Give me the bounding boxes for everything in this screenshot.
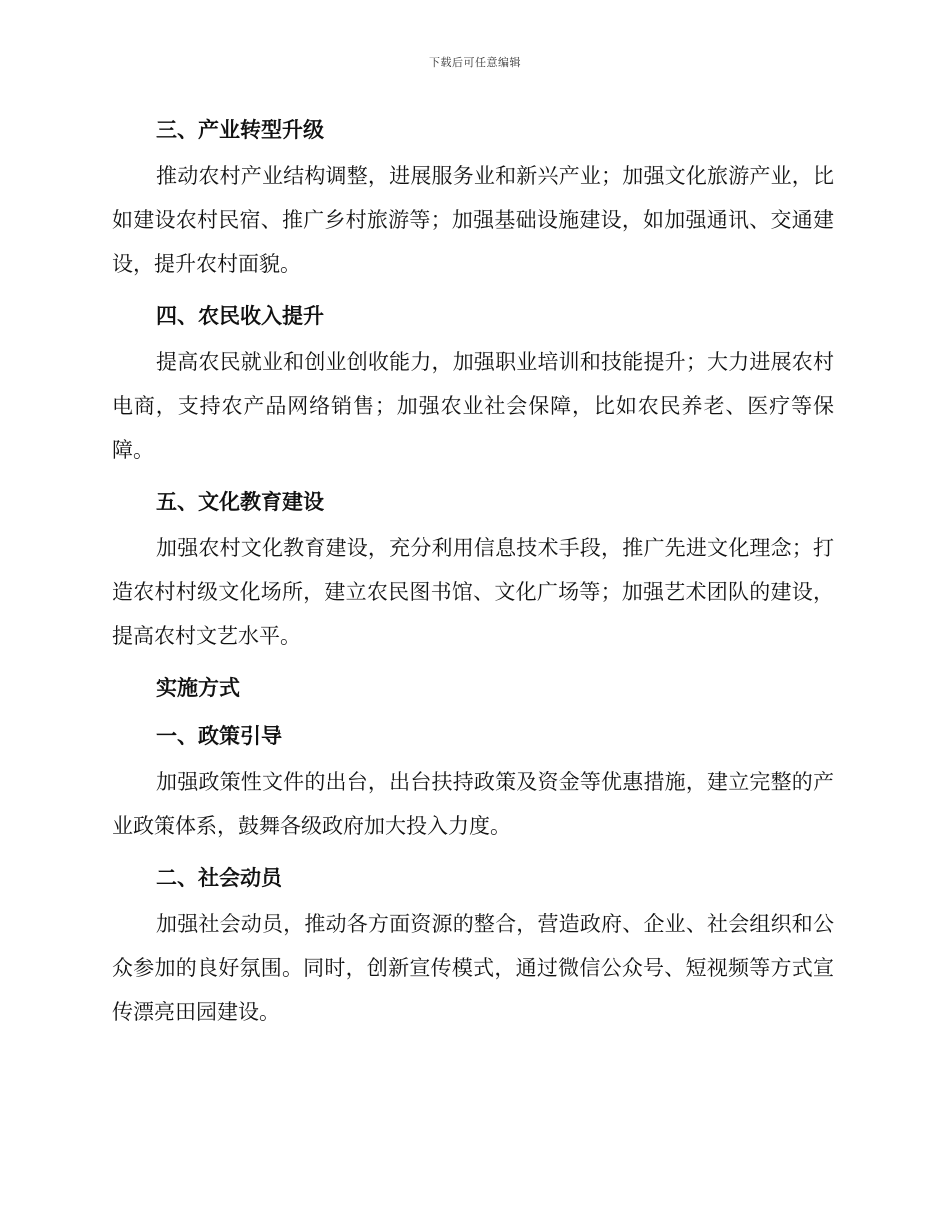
section-heading-social-mobilization: 二、社会动员	[156, 865, 282, 890]
section-heading-farmer-income: 四、农民收入提升	[156, 303, 324, 328]
section-heading-industry-upgrade: 三、产业转型升级	[156, 117, 324, 142]
section-heading-policy-guidance: 一、政策引导	[156, 723, 282, 748]
document-body	[112, 106, 834, 1040]
paragraph-industry-upgrade: 推动农村产业结构调整，进展服务业和新兴产业；加强文化旅游产业，比如建设农村民宿、推广乡村旅游等；加强基础设施建设，如加强通讯、交通建设，提升农村面貌。	[112, 164, 834, 276]
paragraph-policy-guidance: 加强政策性文件的出台，出台扶持政策及资金等优惠措施，建立完整的产业政策体系，鼓舞各级政府加大投入力度。	[112, 770, 834, 838]
section-heading-culture-education: 五、文化教育建设	[156, 489, 324, 514]
section-heading-implementation: 实施方式	[156, 675, 240, 700]
paragraph-social-mobilization: 加强社会动员，推动各方面资源的整合，营造政府、企业、社会组织和公众参加的良好氛围。同时，创新宣传模式，通过微信公众号、短视频等方式宣传漂亮田园建设。	[112, 912, 834, 1024]
paragraph-farmer-income: 提高农民就业和创业创收能力，加强职业培训和技能提升；大力进展农村电商，支持农产品网络销售；加强农业社会保障，比如农民养老、医疗等保障。	[112, 350, 834, 462]
page-header: 下载后可任意编辑	[429, 56, 521, 69]
paragraph-culture-education: 加强农村文化教育建设，充分利用信息技术手段，推广先进文化理念；打造农村村级文化场所，建立农民图书馆、文化广场等；加强艺术团队的建设，提高农村文艺水平。	[112, 536, 834, 648]
